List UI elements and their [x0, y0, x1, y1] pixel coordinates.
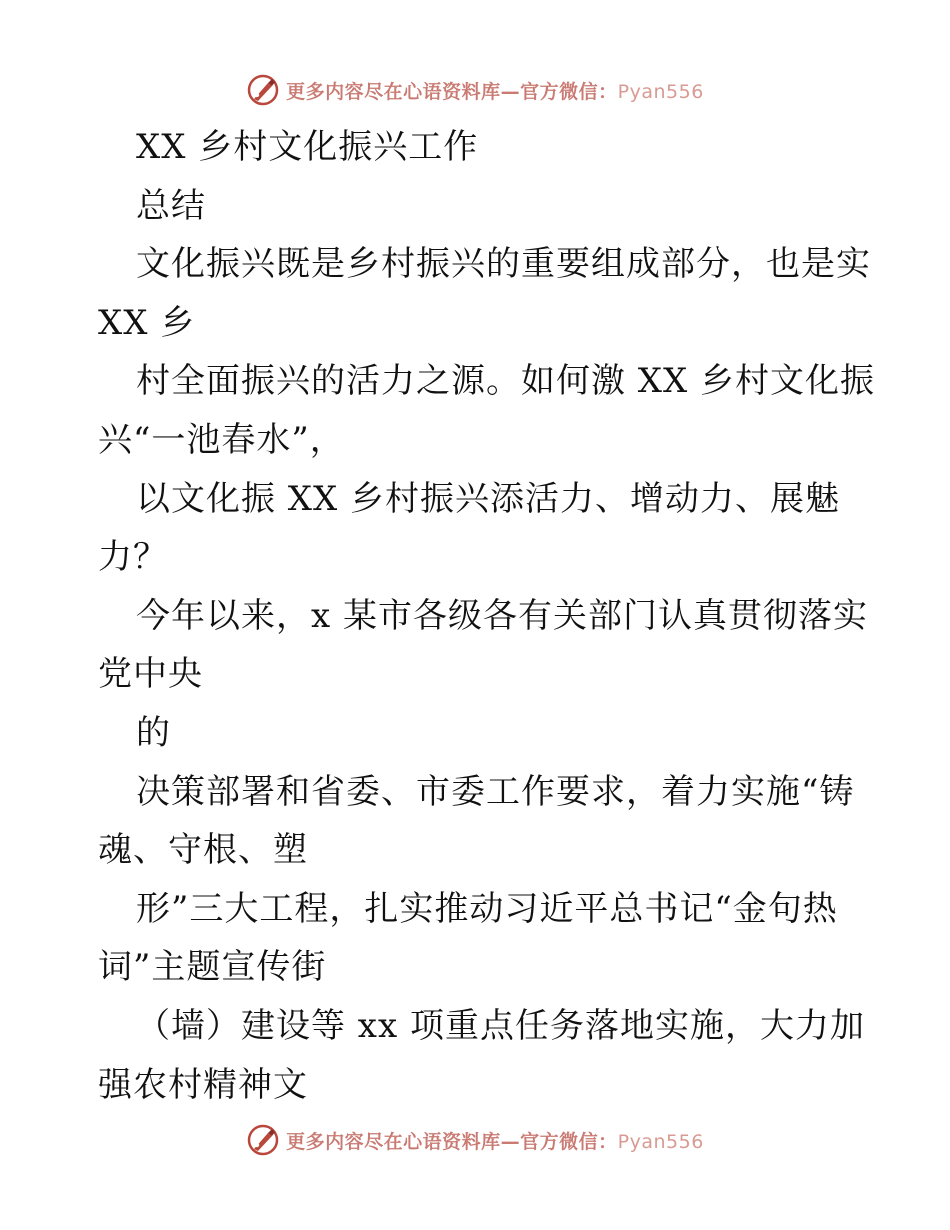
text-line: XX 乡: [98, 302, 196, 343]
text-line: 兴“一池春水”，: [98, 420, 345, 460]
text-line: 强农村精神文: [98, 1064, 308, 1105]
text-line: XX 乡村文化振兴工作: [136, 127, 479, 167]
pen-logo-icon: [246, 73, 280, 107]
text-line: 词”主题宣传街: [98, 947, 327, 988]
text-line: 今年以来，x 某市各级各有关部门认真贯彻落实: [136, 595, 868, 636]
text-line: 村全面振兴的活力之源。如何激 XX 乡村文化振: [136, 361, 876, 402]
footer-watermark-banner: [0, 1120, 950, 1160]
text-line: 魂、守根、塑: [98, 830, 308, 871]
text-line: 总结: [136, 185, 206, 226]
text-line: 力？: [98, 537, 168, 578]
header-watermark-banner: [0, 70, 950, 110]
text-line: 文化振兴既是乡村振兴的重要组成部分，也是实: [136, 244, 871, 285]
text-line: 决策部署和省委、市委工作要求，着力实施“铸: [136, 771, 855, 812]
text-line: 以文化振 XX 乡村振兴添活力、增动力、展魅: [136, 478, 841, 519]
text-line: 的: [136, 713, 171, 753]
text-line: 形”三大工程，扎实推动习近平总书记“金句热: [136, 888, 838, 929]
pen-logo-icon: [246, 1123, 280, 1157]
watermark-text: 更多内容尽在心语资料库—官方微信：Pyan556: [286, 80, 704, 103]
text-line: 党中央: [98, 654, 203, 695]
watermark-text: 更多内容尽在心语资料库—官方微信：Pyan556: [286, 1130, 704, 1153]
text-line: （墙）建设等 xx 项重点任务落地实施，大力加: [136, 1006, 865, 1046]
